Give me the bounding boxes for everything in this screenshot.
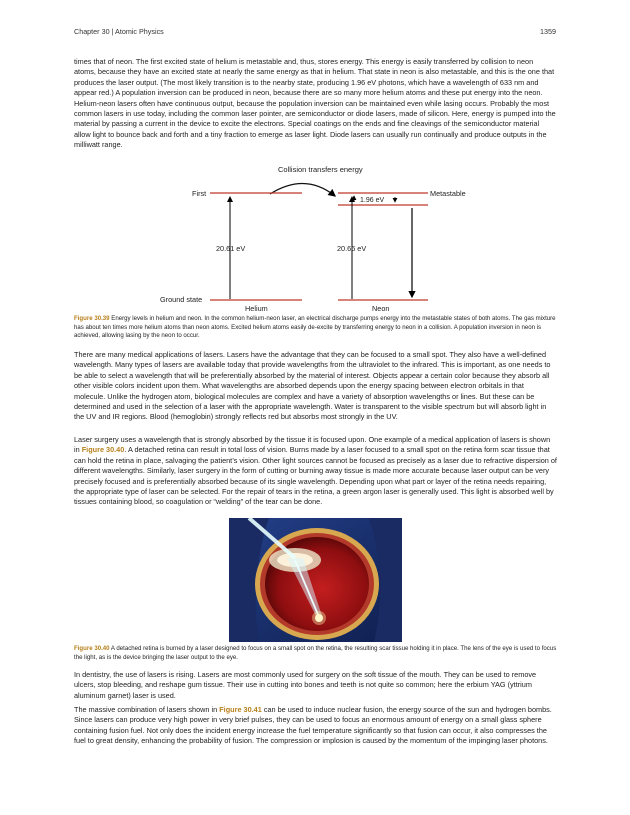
ground-state-label: Ground state bbox=[160, 295, 203, 304]
helium-label: Helium bbox=[245, 304, 268, 313]
paragraph-helium-neon: times that of neon. The first excited state of helium is metastable and, thus, stores energy. This energy is easily transferred by collision to neon atoms, because they have an excited state at nearly the same energy as that in helium. That state in neon is also metastable, and this is the one that produces the laser output. (The most likely transition is to the nearby state, producing 1.96 eV photons, which have a wavelength of 633 nm and appear red.) A population inversion can be produced in neon, because there are so many more helium atoms and these put energy into the neon. Helium-neon lasers often have continuous output, because the population inversion can be maintained even while lasing occurs. Probably the most common lasers in use today, including the common laser pointer, are semiconductor or diode lasers, made of silicon. Here, energy is pumped into the material by passing a current in the device to excite the electrons. Special coatings on the ends and fine cleavings of the semiconductor material allow light to bounce back and forth and a tiny fraction to emerge as laser light. Diode lasers can usually run continually and produce outputs in the milliwatt range. bbox=[74, 57, 556, 150]
paragraph-text: Laser surgery uses a wavelength that is strongly absorbed by the tissue it is focused upon. One example of a medical application of lasers is shown in bbox=[74, 435, 551, 455]
eye-illustration bbox=[229, 518, 402, 642]
helium-energy: 20.61 eV bbox=[216, 244, 246, 253]
energy-level-diagram bbox=[150, 160, 480, 315]
paragraph-medical-applications: There are many medical applications of lasers. Lasers have the advantage that they can be focused to a small spot. They also have a well-defined wavelength. Many types of lasers are available today that provide wavelengths from the ultraviolet to the infrared. This is important, as one needs to be able to select a wavelength that will be preferentially absorbed by the material of interest. Objects appear a certain color because they absorb all other visible colors incident upon them. What wavelengths are absorbed depends upon the energy spacing between electron orbitals in that molecule. Unlike the hydrogen atom, biological molecules are complex and have a variety of absorption wavelengths or lines. But these can be determined and used in the selection of a laser with the appropriate wavelength. Water is transparent to the visible spectrum but will absorb light in the UV and IR regions. Blood (hemoglobin) strongly reflects red but absorbs most strongly in the UV. bbox=[74, 350, 551, 422]
figure-30-41-link[interactable]: Figure 30.41 bbox=[219, 705, 262, 714]
chapter-title: Chapter 30 | Atomic Physics bbox=[74, 27, 164, 36]
retina-laser-image bbox=[229, 518, 402, 642]
neon-label: Neon bbox=[372, 304, 390, 313]
caption-text: Energy levels in helium and neon. In the common helium-neon laser, an electrical discharge pumps energy into the metastable states of both atoms. The gas mixture has about ten times more helium atoms than neon atoms. Excited helium atoms easily de-excite by transferring energy to neon in a collision. A population inversion in neon is achieved, allowing lasing by the neon to occur. bbox=[74, 315, 556, 340]
paragraph-text: The massive combination of lasers shown in bbox=[74, 705, 220, 714]
paragraph-dentistry: In dentistry, the use of lasers is rising. Lasers are most commonly used for surgery on the soft tissue of the mouth. They can be used to remove ulcers, stop bleeding, and reshape gum tissue. Their use in cutting into bones and teeth is not quite so common; here the erbium YAG (yttrium aluminum garnet) laser is used. bbox=[74, 670, 537, 700]
figure-30-40-link[interactable]: Figure 30.40 bbox=[81, 445, 125, 455]
paragraph-fusion bbox=[74, 705, 557, 747]
first-label: First bbox=[192, 189, 207, 198]
figure-label: Figure 30.40 bbox=[74, 645, 110, 652]
figure-30-39-caption bbox=[74, 315, 557, 341]
page-number: 1359 bbox=[540, 27, 556, 36]
paragraph-laser-surgery bbox=[74, 435, 557, 508]
page-header bbox=[74, 27, 556, 36]
neon-energy: 20.66 eV bbox=[337, 244, 367, 253]
paragraph-text: can be used to induce nuclear fusion, the energy source of the sun and hydrogen bombs. Since lasers can produce very high power in very brief pulses, they can be used to focus an enormous amount of energy on a small glass sphere containing fusion fuel. Not only does the incident energy increase the fuel temperature significantly so that fusion can occur, it also compresses the fuel to great density, enhancing the probability of fusion. The compression or implosion is caused by the momentum of the impinging laser photons. bbox=[74, 705, 552, 746]
caption-text: A detached retina is burned by a laser designed to focus on a small spot on the retina, the resulting scar tissue holding it in place. The lens of the eye is used to focus the light, as is the device bringing the laser output to the eye. bbox=[74, 645, 557, 661]
collision-label: Collision transfers energy bbox=[278, 165, 363, 174]
gap-energy: 1.96 eV bbox=[360, 197, 385, 204]
metastable-label: Metastable bbox=[430, 189, 466, 198]
figure-label: Figure 30.39 bbox=[74, 315, 110, 322]
figure-30-40-caption bbox=[74, 645, 557, 662]
paragraph-text: . A detached retina can result in total loss of vision. Burns made by a laser focused to a small spot on the retina form scar tissue that can hold the retina in place, salvaging the patient’s vision. Other light sources cannot be focused as precisely as a laser due to refractive dispersion of different wavelengths. Similarly, laser surgery in the form of cutting or burning away tissue is made more accurate because laser output can be very precisely focused and is preferentially absorbed because of its single wavelength. Depending upon what part or layer of the retina needs repairing, the appropriate type of laser can be selected. For the repair of tears in the retina, a green argon laser is generally used. This light is absorbed well by tissues containing blood, so coagulation or “welding” of the tear can be done. bbox=[74, 445, 557, 507]
collision-arrow bbox=[270, 183, 335, 196]
